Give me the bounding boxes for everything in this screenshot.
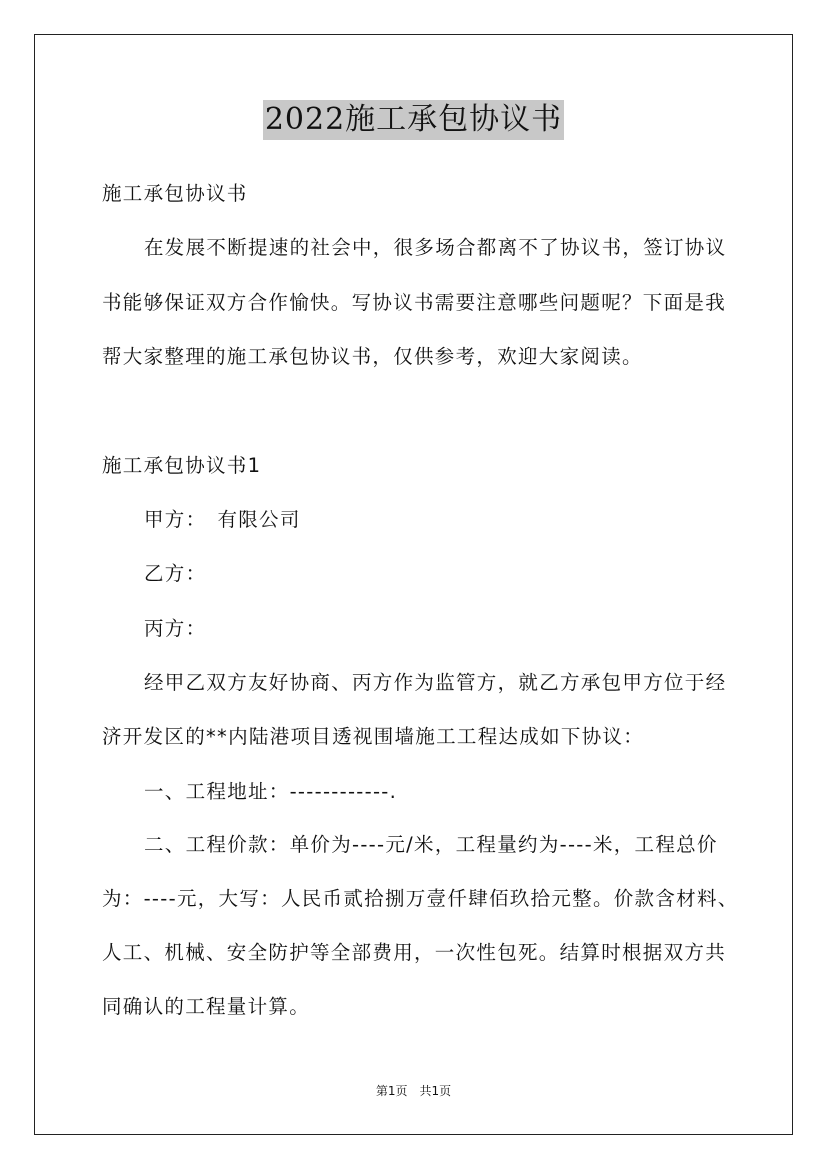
section-heading: 施工承包协议书1 bbox=[102, 454, 262, 477]
party-c: 丙方： bbox=[144, 617, 207, 640]
subtitle: 施工承包协议书 bbox=[102, 182, 248, 205]
party-b: 乙方： bbox=[144, 562, 207, 585]
intro-line-2: 书能够保证双方合作愉快。写协议书需要注意哪些问题呢？下面是我 bbox=[102, 291, 727, 314]
agreement-intro-line-2: 济开发区的**内陆港项目透视围墙施工工程达成如下协议： bbox=[102, 725, 645, 748]
document-title-text: 2022施工承包协议书 bbox=[263, 100, 564, 140]
clause-2-line-2: 为：----元，大写：人民币贰拾捌万壹仟肆佰玖拾元整。价款含材料、 bbox=[102, 887, 739, 910]
page-footer: 第1页 共1页 bbox=[375, 1084, 452, 1098]
clause-2-line-1: 二、工程价款：单价为----元/米，工程量约为----米，工程总价 bbox=[144, 833, 718, 856]
intro-line-3: 帮大家整理的施工承包协议书，仅供参考，欢迎大家阅读。 bbox=[102, 345, 643, 368]
party-a: 甲方： 有限公司 bbox=[144, 508, 301, 531]
document-title bbox=[0, 100, 827, 140]
clause-2-line-3: 人工、机械、安全防护等全部费用，一次性包死。结算时根据双方共 bbox=[102, 941, 727, 964]
clause-2-line-4: 同确认的工程量计算。 bbox=[102, 995, 311, 1018]
agreement-intro-line-1: 经甲乙双方友好协商、丙方作为监管方，就乙方承包甲方位于经 bbox=[144, 671, 727, 694]
intro-line-1: 在发展不断提速的社会中，很多场合都离不了协议书，签订协议 bbox=[144, 236, 727, 259]
clause-1: 一、工程地址：------------. bbox=[144, 780, 398, 803]
